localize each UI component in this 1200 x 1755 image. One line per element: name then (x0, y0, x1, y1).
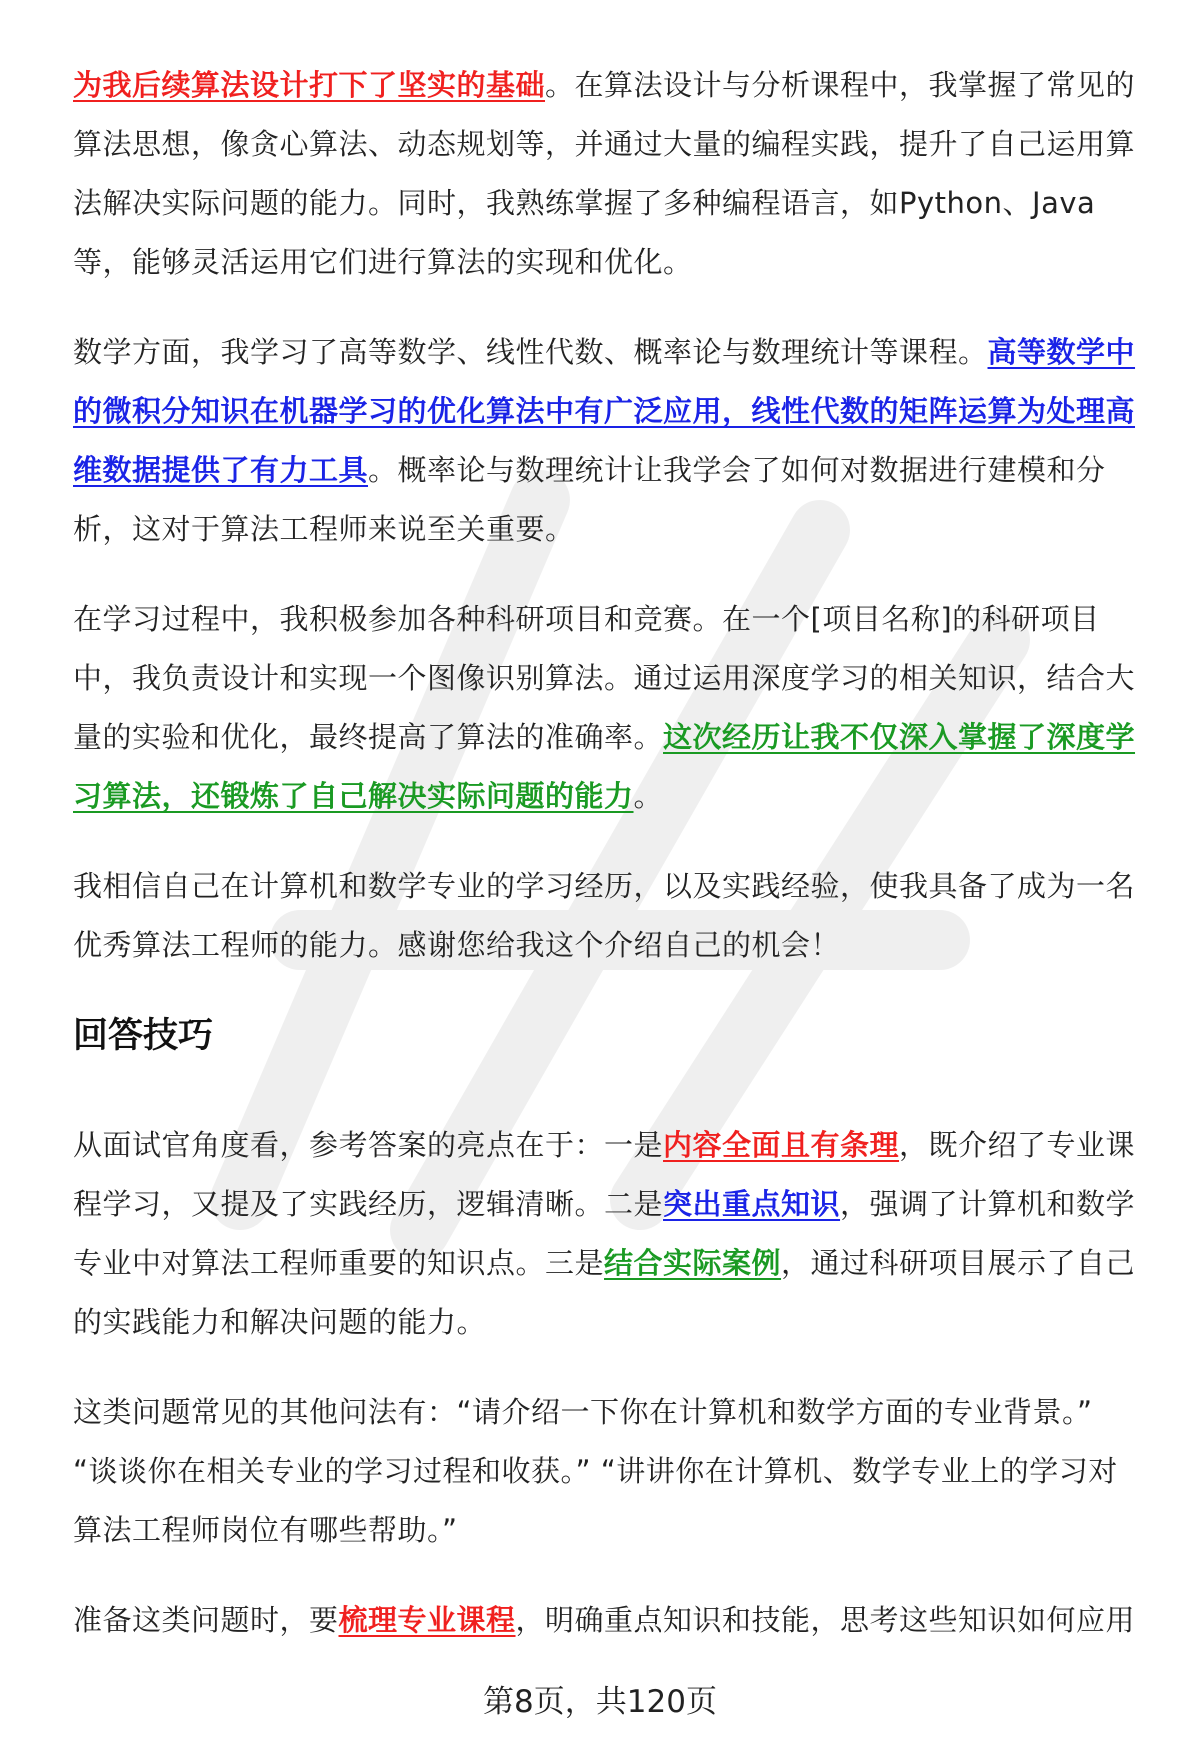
paragraph (73, 590, 1143, 826)
paragraph (73, 323, 1143, 559)
body-text: 这类问题常见的其他问法有：“请介绍一下你在计算机和数学方面的专业背景。” “谈谈你在相关专业的学习过程和收获。” “讲讲你在计算机、数学专业上的学习对算法工程师岗位有哪些帮助。” (73, 1395, 1118, 1547)
body-text: 。 (633, 779, 664, 813)
highlight-text: 这次经历让我不仅深入掌握了深度学习算法，还锻炼了自己解决实际问题的能力 (73, 720, 1136, 813)
highlight-text: 为我后续算法设计打下了坚实的基础 (73, 68, 546, 102)
paragraph (73, 56, 1143, 292)
body-text: ，明确重点知识和技能，思考这些知识如何应用 (515, 1603, 1136, 1637)
paragraph (73, 857, 1143, 975)
highlight-text: 高等数学中的微积分知识在机器学习的优化算法中有广泛应用，线性代数的矩阵运算为处理高维数据提供了有力工具 (73, 335, 1136, 487)
paragraph (73, 1591, 1143, 1650)
body-text: 我相信自己在计算机和数学专业的学习经历，以及实践经验，使我具备了成为一名优秀算法工程师的能力。感谢您给我这个介绍自己的机会！ (73, 869, 1136, 962)
body-text: ，既介绍了专业课程学习，又提及了实践经历，逻辑清晰。二是 (73, 1128, 1136, 1221)
highlight-text: 结合实际案例 (604, 1246, 782, 1280)
paragraph (73, 1116, 1143, 1352)
highlight-text: 突出重点知识 (663, 1187, 841, 1221)
body-text: 从面试官角度看，参考答案的亮点在于：一是 (73, 1128, 664, 1162)
section-title: 回答技巧 (73, 1016, 214, 1056)
answer-section (73, 56, 1143, 975)
body-text: 准备这类问题时，要 (73, 1603, 339, 1637)
highlight-text: 内容全面且有条理 (663, 1128, 900, 1162)
body-text: 数学方面，我学习了高等数学、线性代数、概率论与数理统计等课程。 (73, 335, 988, 369)
body-text: ，通过科研项目展示了自己的实践能力和解决问题的能力。 (73, 1246, 1136, 1339)
body-text: 。在算法设计与分析课程中，我掌握了常见的算法思想，像贪心算法、动态规划等，并通过大量的编程实践，提升了自己运用算法解决实际问题的能力。同时，我熟练掌握了多种编程语言，如Python、Java等，能够灵活运用它们进行算法的实现和优化。 (73, 68, 1136, 279)
highlight-text: 梳理专业课程 (338, 1603, 516, 1637)
document-body (73, 56, 1143, 1681)
body-text: 在学习过程中，我积极参加各种科研项目和竞赛。在一个[项目名称]的科研项目中，我负责设计和实现一个图像识别算法。通过运用深度学习的相关知识，结合大量的实验和优化，最终提高了算法的准确率。 (73, 602, 1136, 754)
body-text: ，强调了计算机和数学专业中对算法工程师重要的知识点。三是 (73, 1187, 1136, 1280)
page-footer: 第8页，共120页 (483, 1684, 717, 1720)
body-text: 。概率论与数理统计让我学会了如何对数据进行建模和分析，这对于算法工程师来说至关重要。 (73, 453, 1106, 546)
paragraph (73, 1383, 1143, 1560)
tips-section (73, 1116, 1143, 1650)
